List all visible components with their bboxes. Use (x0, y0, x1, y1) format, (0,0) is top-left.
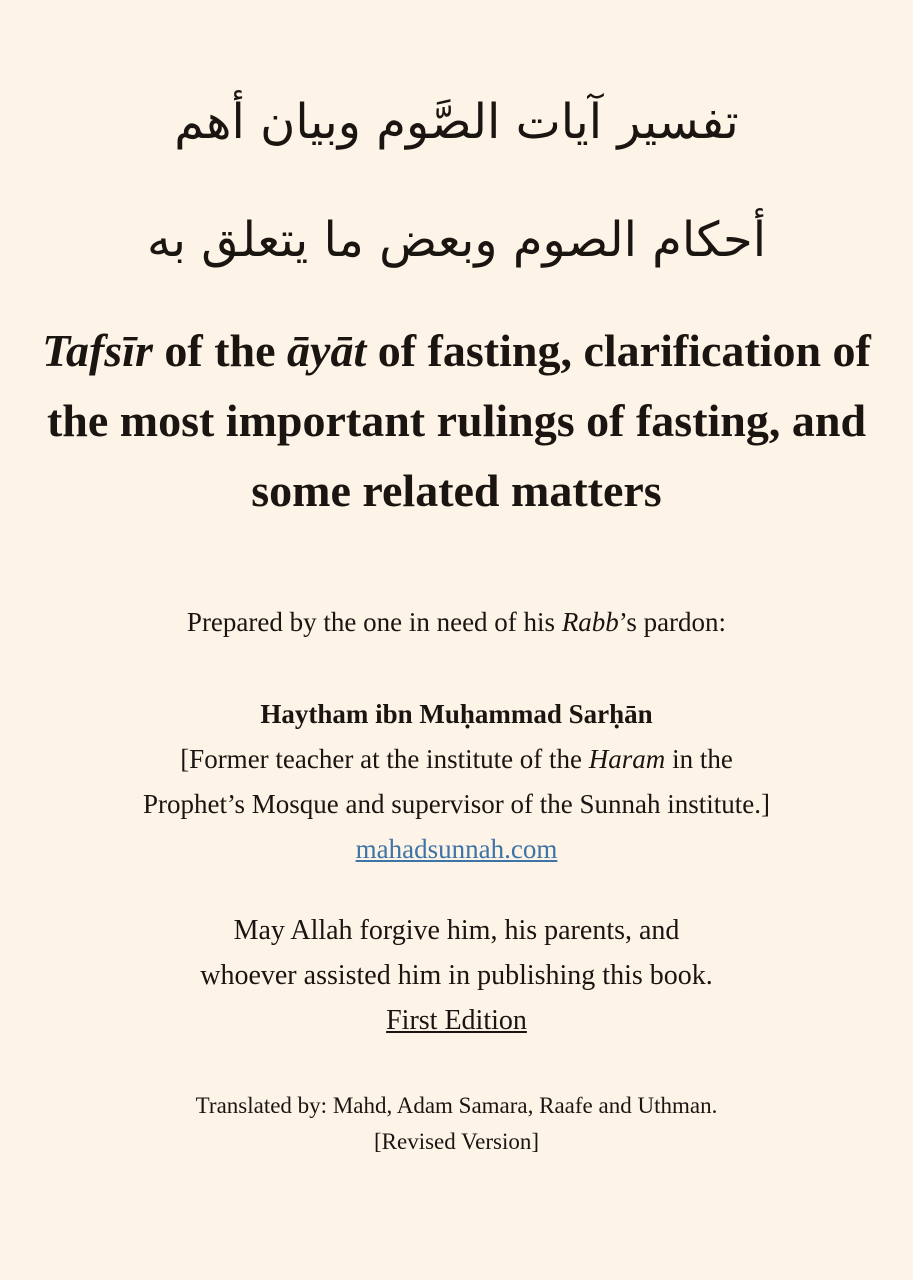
website-link[interactable]: mahadsunnah.com (355, 834, 558, 864)
translation-credits (0, 1088, 913, 1160)
translated-by: Translated by: Mahd, Adam Samara, Raafe and Uthman. (195, 1093, 718, 1118)
arabic-title-line-1: تفسير آيات الصَّوم وبيان أهم (174, 94, 739, 150)
author-description-line-1 (0, 737, 913, 782)
prepared-by-text-before: Prepared by the one in need of his (186, 607, 562, 637)
prepared-by-text-after: ’s pardon: (618, 607, 727, 637)
english-title-line-3: some related matters (251, 465, 662, 516)
dua-line-1: May Allah forgive him, his parents, and (233, 915, 680, 946)
author-desc-before: [Former teacher at the institute of the (180, 744, 589, 774)
author-description-line-2: Prophet’s Mosque and supervisor of the Sunnah institute.] (143, 789, 770, 819)
ayat-word: āyāt (287, 325, 367, 376)
haram-word: Haram (588, 744, 666, 774)
edition-line (0, 998, 913, 1043)
author-name: Haytham ibn Muḥammad Sarḥān (260, 699, 653, 729)
dua-line-2: whoever assisted him in publishing this book. (200, 960, 713, 991)
dua-block (0, 908, 913, 1043)
rabb-word: Rabb (561, 607, 619, 637)
arabic-title-line-2: أحكام الصوم وبعض ما يتعلق به (146, 212, 767, 268)
author-block (0, 692, 913, 872)
english-title-text-a: of the (152, 325, 288, 376)
english-title-line-2: the most important rulings of fasting, and (46, 395, 867, 446)
prepared-by (0, 604, 913, 640)
author-desc-after: in the (665, 744, 733, 774)
tafsir-word: Tafsīr (42, 325, 153, 376)
english-title-text-b: of fasting, clarification of (366, 325, 871, 376)
edition-label: First Edition (386, 1005, 527, 1036)
english-title-line-1 (20, 316, 893, 386)
english-title (20, 316, 893, 526)
website-line (0, 827, 913, 872)
revised-version: [Revised Version] (373, 1129, 540, 1154)
